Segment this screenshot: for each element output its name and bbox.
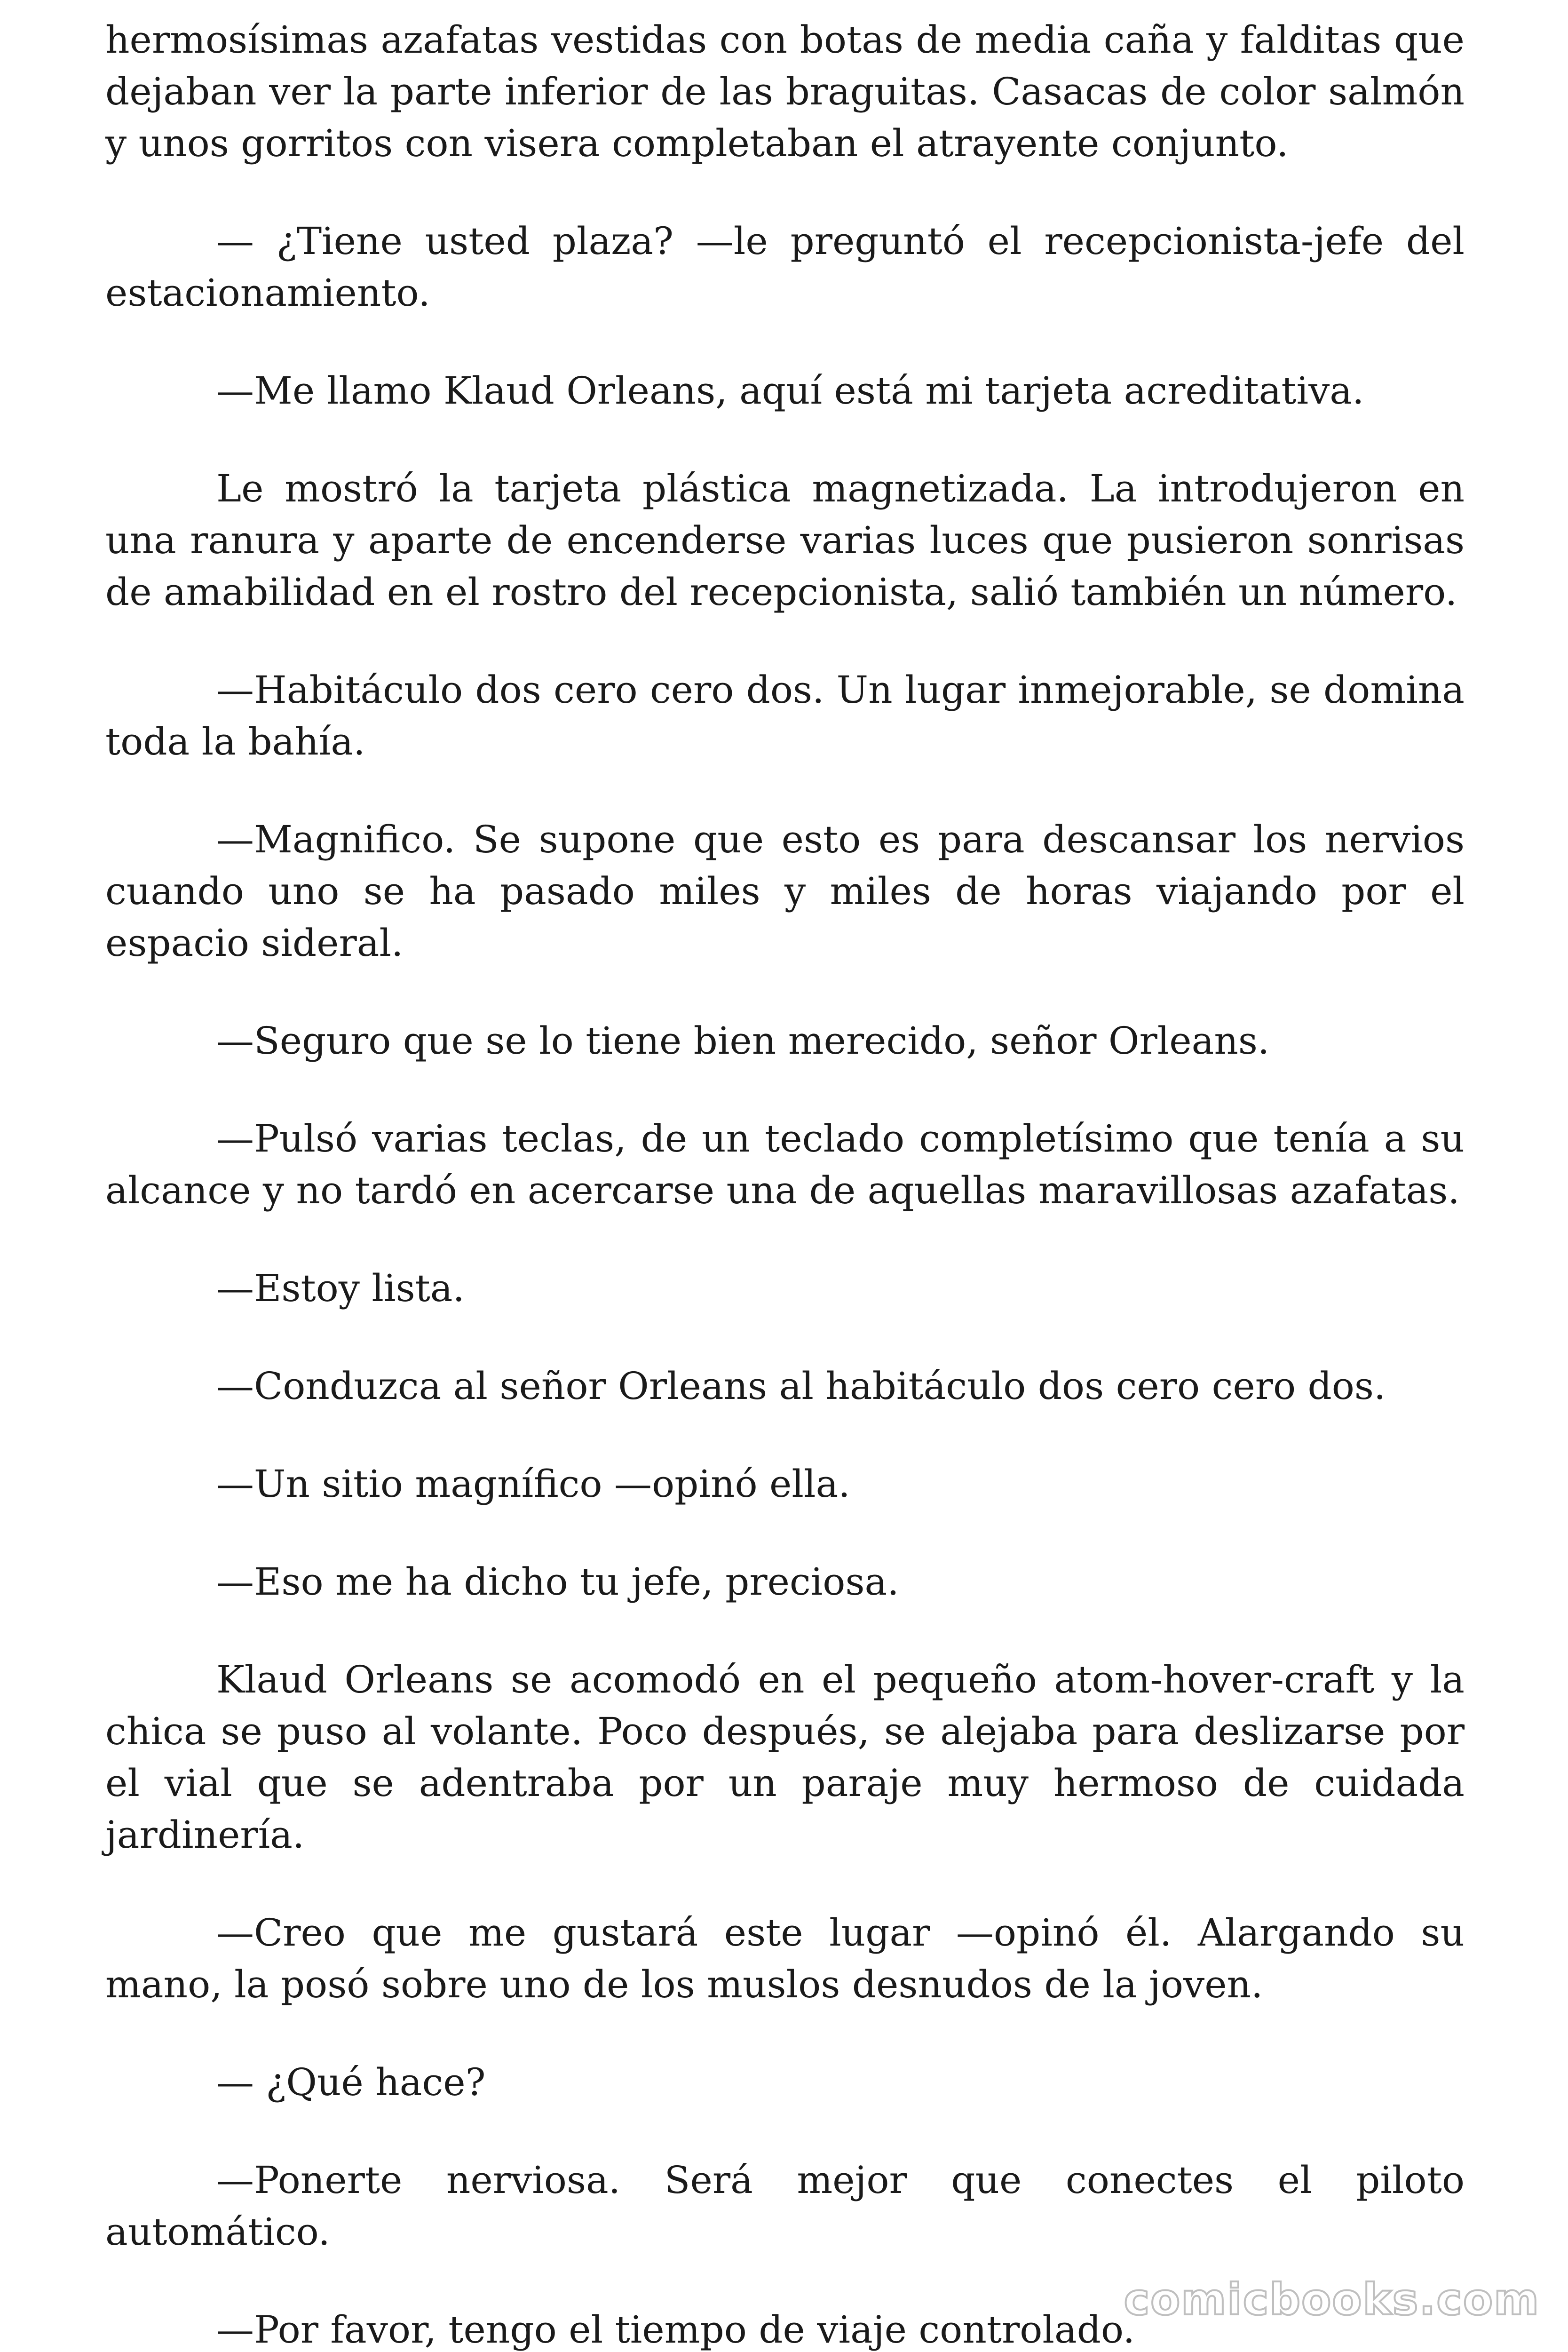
- paragraph-dialogue: —Seguro que se lo tiene bien merecido, señor Orleans.: [216, 1019, 1270, 1063]
- paragraph-dialogue: —Creo que me gustará este lugar —opinó él. Alargando su mano, la posó sobre uno de los muslos desnudos de la joven.: [105, 1911, 1465, 2006]
- paragraph-dialogue: —Eso me ha dicho tu jefe, preciosa.: [216, 1560, 899, 1604]
- paragraph-dialogue: —Por favor, tengo el tiempo de viaje controlado.: [216, 2308, 1135, 2352]
- watermark-logo: comicbooks.com: [1124, 2274, 1540, 2325]
- paragraph-dialogue: —Conduzca al señor Orleans al habitáculo dos cero cero dos.: [216, 1364, 1386, 1408]
- page-text: [105, 14, 1465, 2352]
- paragraph-dialogue: — ¿Tiene usted plaza? —le preguntó el recepcionista-jefe del estacionamiento.: [105, 219, 1465, 315]
- paragraph-narration: Le mostró la tarjeta plástica magnetizada. La introdujeron en una ranura y aparte de encenderse varias luces que pusieron sonrisas de amabilidad en el rostro del recepcionista, salió también un número.: [105, 467, 1465, 614]
- paragraph-dialogue: — ¿Qué hace?: [216, 2060, 486, 2104]
- paragraph-dialogue: —Me llamo Klaud Orleans, aquí está mi tarjeta acreditativa.: [216, 369, 1364, 413]
- paragraph-dialogue: —Pulsó varias teclas, de un teclado completísimo que tenía a su alcance y no tardó en acercarse una de aquellas maravillosas azafatas.: [105, 1117, 1465, 1212]
- paragraph-narration: Klaud Orleans se acomodó en el pequeño atom-hover-craft y la chica se puso al volante. Poco después, se alejaba para deslizarse por el vial que se adentraba por un paraje muy hermoso de cuidada jardinería.: [105, 1658, 1465, 1857]
- paragraph-continuation: hermosísimas azafatas vestidas con botas de media caña y falditas que dejaban ver la parte inferior de las braguitas. Casacas de color salmón y unos gorritos con visera completaban el atrayente conjunto.: [105, 18, 1465, 165]
- paragraph-dialogue: —Habitáculo dos cero cero dos. Un lugar inmejorable, se domina toda la bahía.: [105, 668, 1465, 763]
- paragraph-dialogue: —Estoy lista.: [216, 1266, 465, 1310]
- paragraph-dialogue: —Un sitio magnífico —opinó ella.: [216, 1462, 850, 1506]
- paragraph-dialogue: —Magnifico. Se supone que esto es para descansar los nervios cuando uno se ha pasado miles y miles de horas viajando por el espacio sideral.: [105, 818, 1465, 965]
- paragraph-dialogue: —Ponerte nerviosa. Será mejor que conectes el piloto automático.: [105, 2158, 1465, 2254]
